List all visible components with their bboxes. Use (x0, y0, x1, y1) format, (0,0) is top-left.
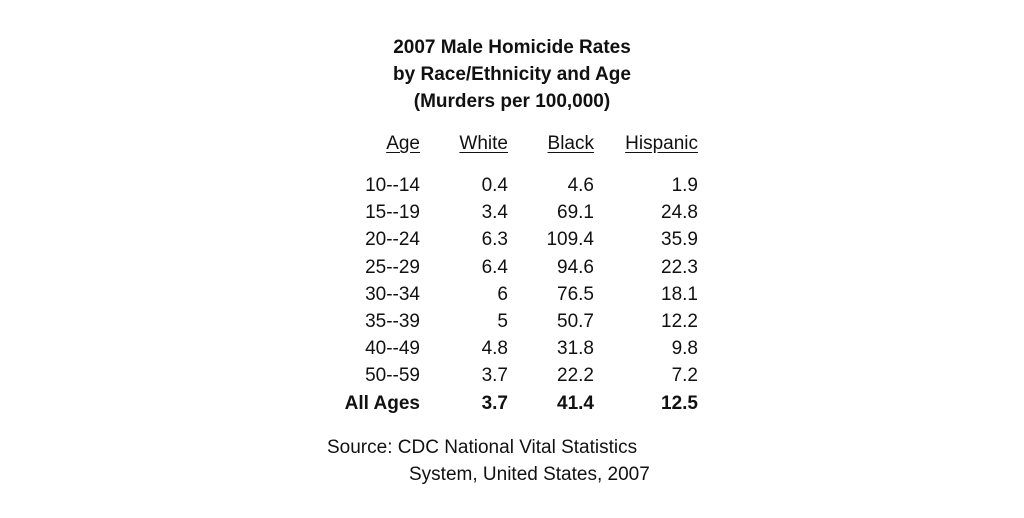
table-cell-age: 50--59 (365, 365, 420, 387)
table-cell-hispanic: 12.2 (661, 311, 698, 332)
table-cell-black: 4.6 (567, 175, 594, 196)
table-cell-hispanic: 7.2 (671, 365, 698, 387)
table-cell-black: 69.1 (557, 202, 594, 224)
table-cell-white: 3.4 (481, 202, 508, 224)
column-header-white: White (459, 133, 508, 154)
source-line-1: Source: CDC National Vital Statistics (327, 437, 638, 458)
table-cell-hispanic: 18.1 (661, 283, 698, 305)
table-cell-white: 6 (497, 283, 508, 305)
table-cell-hispanic: 1.9 (671, 175, 698, 196)
title-line-3: (Murders per 100,000) (413, 91, 611, 112)
table-cell-black: 76.5 (557, 283, 594, 305)
column-header-hispanic: Hispanic (625, 133, 698, 154)
total-cell-black: 41.4 (557, 392, 594, 414)
column-header-age: Age (386, 133, 420, 154)
table-cell-black: 94.6 (557, 256, 594, 278)
table-cell-black: 22.2 (557, 365, 594, 387)
table-cell-white: 6.3 (481, 229, 508, 251)
table-cell-white: 0.4 (481, 175, 508, 196)
table-cell-white: 5 (497, 311, 508, 332)
table-cell-age: 30--34 (365, 283, 420, 305)
table-cell-age: 25--29 (365, 256, 420, 278)
column-header-black: Black (547, 133, 594, 154)
table-cell-age: 35--39 (365, 311, 420, 332)
table-cell-hispanic: 22.3 (661, 256, 698, 278)
table-cell-age: 10--14 (365, 175, 420, 196)
table-cell-black: 50.7 (557, 311, 594, 332)
total-cell-age: All Ages (344, 392, 420, 414)
table-cell-age: 20--24 (365, 229, 420, 251)
table-cell-white: 3.7 (481, 365, 508, 387)
table-cell-hispanic: 35.9 (661, 229, 698, 251)
source-line-2: System, United States, 2007 (409, 464, 650, 485)
table-cell-black: 109.4 (546, 229, 594, 251)
table-cell-white: 6.4 (481, 256, 508, 278)
table-cell-hispanic: 24.8 (661, 202, 698, 224)
table-cell-white: 4.8 (481, 338, 508, 360)
total-cell-hispanic: 12.5 (661, 392, 698, 414)
table-cell-age: 15--19 (365, 202, 420, 224)
total-cell-white: 3.7 (481, 392, 508, 414)
table-cell-age: 40--49 (365, 338, 420, 360)
table-cell-black: 31.8 (557, 338, 594, 360)
title-line-2: by Race/Ethnicity and Age (393, 64, 631, 85)
table-cell-hispanic: 9.8 (671, 338, 698, 360)
title-line-1: 2007 Male Homicide Rates (393, 37, 631, 58)
